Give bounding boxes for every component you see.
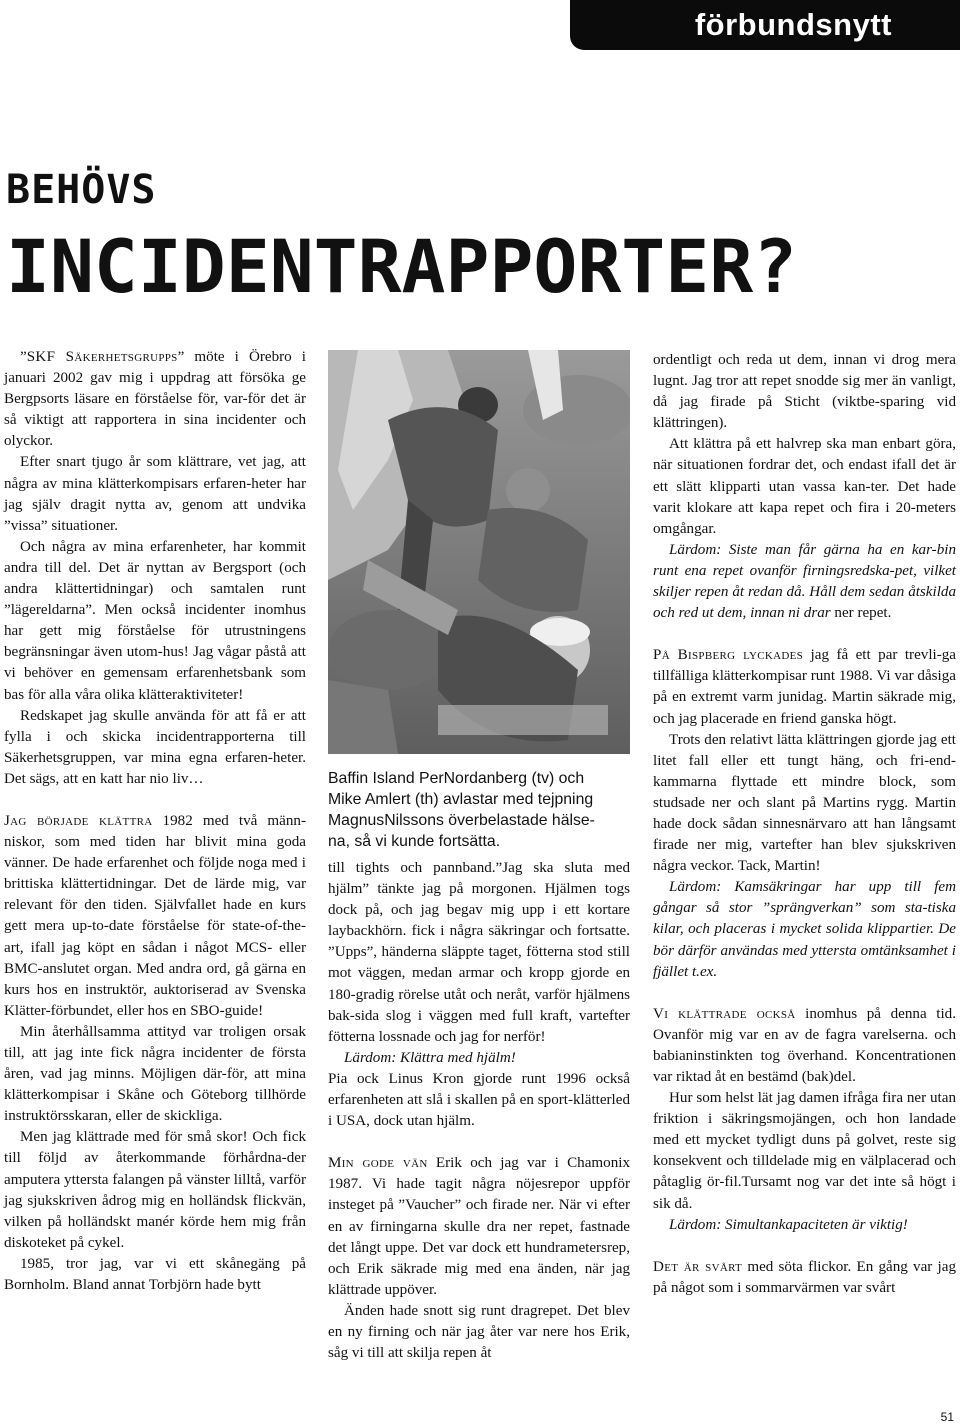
- lesson-paragraph: [653, 540, 956, 624]
- lesson-text: Lärdom: Kamsäkringar har upp till fem gångar så stor ”sprängverkan” som sta-tiska kilar, och placeras i mycket solida klippartier. De bör därför användas med yttersta omtänksamhet i fjället t.ex.: [653, 879, 956, 980]
- lead-in-small-caps: Jag började klättra: [4, 812, 153, 829]
- paragraph: Hur som helst lät jag damen ifråga fira ner utan friktion i säkringsmojängen, och hon landade med ett mycket tydligt duns på golvet, reste sig konsekvent och tilldelade mig en välplacerad och påtaglig ör-fil.Tursamt nog var det inte så högt i sik då.: [653, 1090, 956, 1212]
- lesson-text-word: drar: [803, 605, 831, 622]
- paragraph: Pia ock Linus Kron gjorde runt 1996 också erfarenheten att slå i skallen på en sport-klätterled i USA, dock utan hjälm.: [328, 1070, 630, 1130]
- paragraph-text: jag få ett par trevli-ga tillfälliga klätterkompisar runt 1988. Vi var dåsiga på en extremt varm junidag. Martin säkrade mig, och jag placerade en friend ganska högt.: [653, 647, 956, 727]
- lead-in-small-caps: Min gode vän: [328, 1155, 428, 1172]
- paragraph-text: med söta flickor. En gång var jag på något som i sommarvärmen var svårt: [653, 1258, 956, 1296]
- paragraph: [653, 1004, 956, 1088]
- lesson-text: Lärdom: Siste man får gärna ha en kar-bin runt ena repet ovanför firningsredska-pet, vilket skiljer repen åt redan då. Håll dem sedan åtskilda och red ut dem, innan ni: [653, 541, 956, 622]
- paragraph-text: 1982 med två männ-niskor, som med tiden har blivit mina goda vänner. De hade erfarenhet och följde noga med i brittiska klättertidningar. Det de lärde mig, var relevant för den tiden. Självfallet hade en kurs gett mera up-to-date förståelse för state-of-the-art, ifall jag köpt en sådan i något MCS- eller BMC-anslutet organ. Med andra ord, gå gärna en kurs hos en instruktör, auktoriserad av Svenska Klätter-förbundet, eller hos en SBO-guide!: [4, 812, 306, 1019]
- lesson-text: Lärdom: Simultankapaciteten är viktig!: [669, 1216, 908, 1233]
- lead-in-small-caps: Det är svårt: [653, 1258, 743, 1275]
- lesson-paragraph: [653, 1215, 956, 1236]
- paragraph: Men jag klättrade med för små skor! Och fick till följd av återkommande förhårdna-der amputera yttersta falangen på vänster lilltå, varför jag sjukskriven ådrog mig en holländsk flickvän, vilken på holländskt manér körde hem mig från diskoteket på cykel.: [4, 1129, 306, 1251]
- paragraph: Redskapet jag skulle använda för att få er att fylla i och skicka incidentrapporterna till Säkerhetsgruppen, var mina egna erfaren-heter. Det sägs, att en katt har nio liv…: [4, 707, 306, 787]
- paragraph: Efter snart tjugo år som klättrare, vet jag, att några av mina klätterkompisars erfaren-heter har jag själv dragit nytta av, genom att undvika ”vissa” situationer.: [4, 454, 306, 534]
- lead-in-small-caps: På Bispberg lyckades: [653, 647, 804, 664]
- lesson-paragraph: [653, 877, 956, 982]
- paragraph: Trots den relativt lätta klättringen gjorde jag ett litet fall eller ett tungt häng, och fri-end-kammarna flyttade ett mindre block, som studsade ner och slant på Martins rygg. Martin hade dock sådan sinnesnärvaro att han långsamt firade ner mig, vartefter han blev sjukskriven några veckor. Tack, Martin!: [653, 731, 956, 875]
- paragraph: ordentligt och reda ut dem, innan vi drog mera lugnt. Jag tror att repet snodde sig mer än vanligt, då jag firade på Sticht (viktbe-sparing vid klättringen).: [653, 352, 956, 432]
- paragraph: till tights och pannband.”Jag ska sluta med hjälm” tänkte jag på morgonen. Hjälmen togs dock på, och jag begav mig upp i ett kortare laybackhörn. fick i några säkringar och fortsatte. ”Upps”, händerna släppte taget, fötterna stod still mot väggen, medan armar och kropp gjorde en 180-gradig rörelse utåt och neråt, varför hjälmens bak-sida slog i väggen med full kraft, vartefter fötterna lossnade och jag for nerför!: [328, 860, 630, 1045]
- caption-line: MagnusNilssons överbelastade hälse-: [328, 812, 595, 829]
- paragraph: [4, 811, 306, 1022]
- paragraph-text: ” möte i Örebro i januari 2002 gav mig i uppdrag att försöka ge Bergpsorts läsare en förståelse för, var-för det är så viktigt att rapportera in sina incidenter och olyckor.: [4, 349, 306, 450]
- paragraph: [4, 347, 306, 452]
- page-number: 51: [940, 1410, 954, 1424]
- lead-in-small-caps: SKF Säkerhetsgrupps: [26, 349, 178, 365]
- paragraph-text: Erik och jag var i Chamonix 1987. Vi hade tagit några nöjesrepor uppför insteget på ”Vaucher” och firade ner. När vi efter en av firningarna skulle dra ner repet, fastnade det långt uppe. Det var dock ett hundrametersrep, och Erik säkrade mig med ena änden, när jag klättrade uppöver.: [328, 1155, 631, 1298]
- quote-mark: ”: [20, 349, 27, 365]
- lead-in-small-caps: Vi klättrade också: [653, 1005, 796, 1022]
- caption-line: Mike Amlert (th) avlastar med tejpning: [328, 791, 594, 808]
- photo-climbers-taping-heel: [328, 350, 630, 754]
- paragraph: [328, 1153, 630, 1301]
- lesson-paragraph: [328, 1048, 630, 1069]
- lesson-text: Lärdom: Klättra med hjälm!: [344, 1049, 516, 1066]
- article-column-1: [4, 347, 306, 1296]
- section-badge: förbundsnytt: [570, 0, 960, 50]
- paragraph: [653, 1257, 956, 1299]
- photo-caption: [328, 768, 630, 852]
- paragraph: [653, 645, 956, 729]
- paragraph: Min återhållsamma attityd var troligen orsak till, att jag inte fick några incidenter de första åren, vad jag minns. Möjligen där-för, att mina klätterkompisar i Skåne och Göteborg tillhörde instruktörsskaran, eller de skickliga.: [4, 1023, 306, 1125]
- paragraph: Änden hade snott sig runt dragrepet. Det blev en ny firning och när jag åter var nere hos Erik, såg vi till att skilja repen åt: [328, 1302, 630, 1362]
- headline-line-2: INCIDENTRAPPORTER?: [6, 225, 798, 310]
- paragraph-text: inomhus på denna tid. Ovanför mig var en av de fagra varelserna. och babianinstinkten tog överhand. Koncentrationen var riktad åt en bestämd (bak)del.: [653, 1005, 956, 1085]
- paragraph: Och några av mina erfarenheter, har kommit andra till del. Det är nyttan av Bergsport (och andra klättertidningar) och samtalen runt ”lägereldarna”. Men också incidenter inomhus har gett mig förståelse för utrustningens begränsningar även utom-hus! Jag vågar påstå att vi behöver en gemensam erfarenhetsbank som bas för alla våra olika klätteraktiviteter!: [4, 538, 306, 703]
- article-photo: [328, 350, 630, 754]
- paragraph: Att klättra på ett halvrep ska man enbart göra, när situationen fordrar det, och endast ifall det är ett slätt klipparti utan vassa kan-ter. Det hade varit klokare att kapa repet och fira i 20-meters omgångar.: [653, 436, 956, 537]
- article-column-2: [328, 858, 630, 1364]
- paragraph: 1985, tror jag, var vi ett skånegäng på Bornholm. Bland annat Torbjörn hade bytt: [4, 1255, 306, 1294]
- paragraph-text: ner repet.: [830, 605, 892, 622]
- article-column-3: [653, 350, 956, 1299]
- caption-line: na, så vi kunde fortsätta.: [328, 833, 501, 850]
- headline-line-1: BEHÖVS: [6, 167, 157, 213]
- caption-line: Baffin Island PerNordanberg (tv) och: [328, 770, 585, 787]
